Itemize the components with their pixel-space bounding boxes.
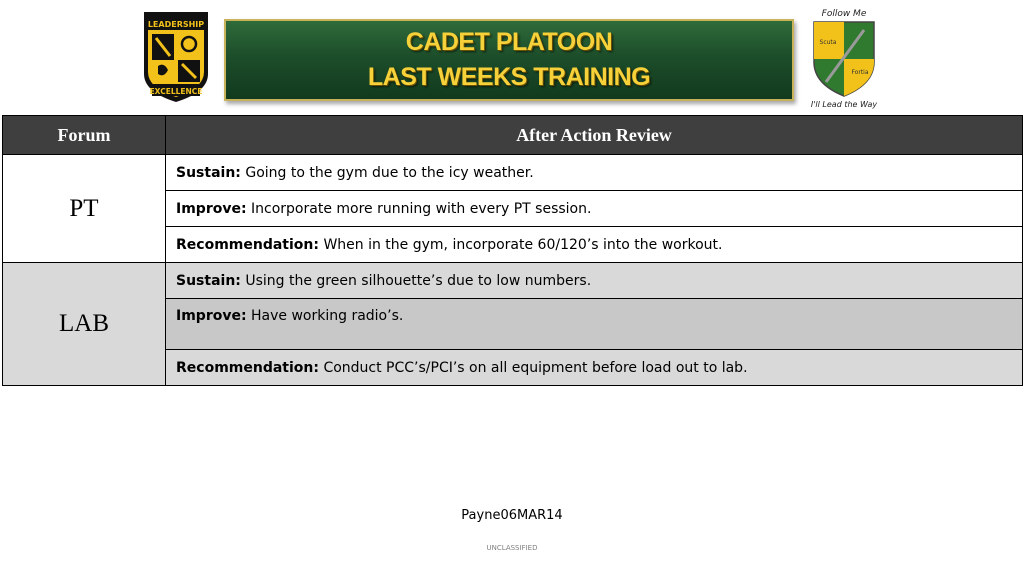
review-cell <box>166 191 1023 227</box>
after-action-review-table <box>2 115 1023 386</box>
row-label: Improve: <box>176 200 247 217</box>
right-logo-bottom-text: I'll Lead the Way <box>810 100 878 109</box>
row-text: Have working radio’s. <box>251 308 404 324</box>
row-text: Incorporate more running with every PT session. <box>251 200 592 217</box>
title-line-1: CADET PLATOON <box>405 28 613 56</box>
row-text: Using the green silhouette’s due to low numbers. <box>245 272 592 289</box>
forum-cell-lab: LAB <box>3 263 166 386</box>
row-label: Sustain: <box>176 164 241 181</box>
footer-author: Payne06MAR14 <box>461 508 563 523</box>
right-logo-left-text: Scuta <box>819 39 837 46</box>
right-logo-right-text: Fortia <box>851 69 869 76</box>
title-banner <box>224 19 794 101</box>
review-column-header: After Action Review <box>166 116 1023 155</box>
review-cell <box>166 155 1023 191</box>
row-text: When in the gym, incorporate 60/120’s into the workout. <box>323 236 723 253</box>
left-logo-bottom-text: EXCELLENCE <box>149 87 203 96</box>
table-row <box>3 263 1023 299</box>
review-cell <box>166 299 1023 350</box>
right-logo-top-text: Follow Me <box>821 9 867 19</box>
review-cell <box>166 227 1023 263</box>
rotc-leadership-excellence-shield-icon <box>140 8 212 104</box>
table-header-row <box>3 116 1023 155</box>
row-label: Recommendation: <box>176 359 319 376</box>
row-label: Recommendation: <box>176 236 319 253</box>
table-row <box>3 155 1023 191</box>
left-logo-top-text: LEADERSHIP <box>147 20 205 29</box>
title-line-2: LAST WEEKS TRAINING <box>367 63 651 91</box>
forum-column-header: Forum <box>3 116 166 155</box>
forum-cell-pt: PT <box>3 155 166 263</box>
row-text: Conduct PCC’s/PCI’s on all equipment before load out to lab. <box>323 359 748 376</box>
classification-marking: UNCLASSIFIED <box>486 544 538 552</box>
review-cell <box>166 350 1023 386</box>
row-text: Going to the gym due to the icy weather. <box>245 164 534 181</box>
row-label: Improve: <box>176 308 247 324</box>
review-cell <box>166 263 1023 299</box>
infantry-crest-icon <box>804 4 884 110</box>
row-label: Sustain: <box>176 272 241 289</box>
